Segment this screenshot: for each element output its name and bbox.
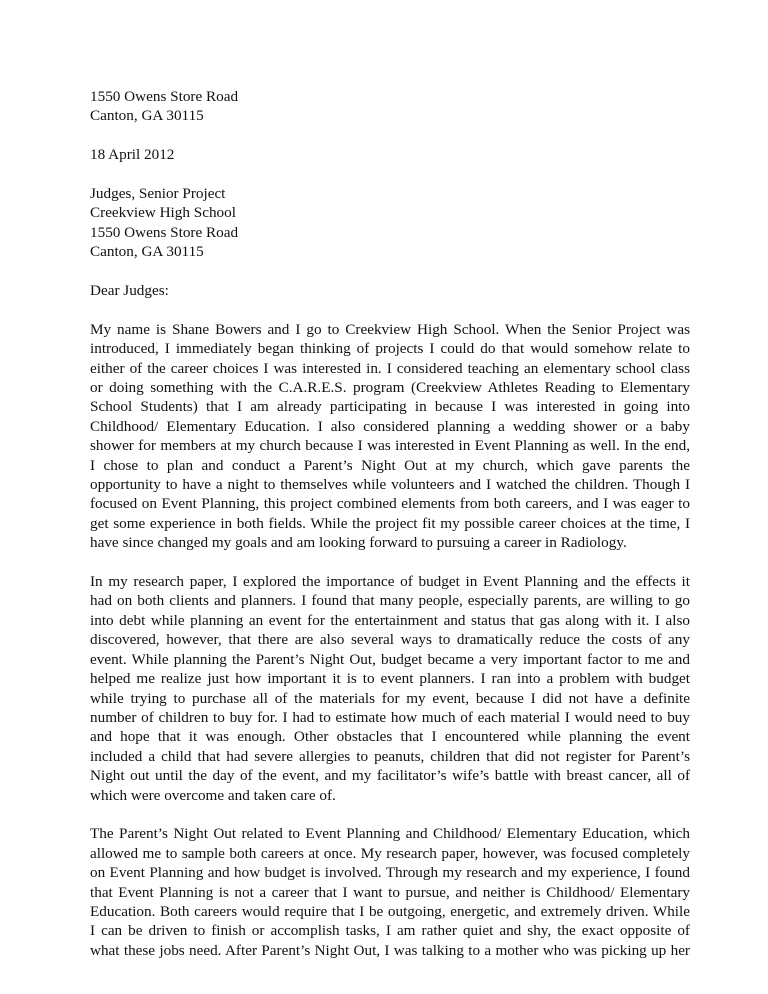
paragraph-line: Night out until the day of the event, and my facilitator’s wife’s battle with breast cancer, all of	[90, 767, 690, 785]
recipient-line: 1550 Owens Store Road	[90, 223, 239, 241]
paragraph-line: event. While planning the Parent’s Night Out, budget became a very important factor to me and	[90, 650, 690, 668]
paragraph-line: Childhood/ Elementary Education. I also considered planning a wedding shower or a baby	[90, 417, 690, 435]
paragraph-line: In my research paper, I explored the importance of budget in Event Planning and the effects it	[90, 573, 690, 591]
paragraph-line: into debt while planning an event for the entertainment and status that gas along with it. I also	[90, 611, 690, 629]
paragraph-line: what these jobs need. After Parent’s Night Out, I was talking to a mother who was picking up her	[90, 941, 690, 959]
paragraph-line: that Event Planning is not a career that I want to pursue, and neither is Childhood/ Elementary	[90, 883, 690, 901]
letter-body	[90, 87, 690, 980]
paragraph-line: helped me realize just how important it is to event planners. I ran into a problem with budget	[90, 670, 690, 688]
paragraph-line: focused on Event Planning, this project combined elements from both careers, and I was eager to	[90, 495, 690, 513]
paragraph-line: number of children to buy for. I had to estimate how much of each material I would need to buy	[90, 708, 690, 726]
paragraph-line: had on both clients and planners. I found that many people, especially parents, are willing to go	[90, 592, 690, 610]
sender-address	[90, 87, 690, 126]
paragraph-3	[90, 824, 690, 960]
sender-street: 1550 Owens Store Road	[90, 88, 239, 105]
paragraph-line: I can be driven to finish or accomplish tasks, I am rather quiet and shy, the exact opposite of	[90, 922, 690, 940]
sender-city-state-zip: Canton, GA 30115	[90, 107, 204, 125]
paragraph-line: on Event Planning and how budget is involved. Through my research and my experience, I found	[90, 864, 690, 882]
paragraph-line: have since changed my goals and am looking forward to pursuing a career in Radiology.	[90, 534, 627, 552]
paragraph-line: I chose to plan and conduct a Parent’s Night Out at my church, which gave parents the	[90, 456, 690, 474]
letter-date	[90, 145, 690, 164]
paragraph-line: School Students) that I am already participating in because I was interested in going into	[90, 398, 690, 416]
paragraph-line: discovered, however, that there are also several ways to dramatically reduce the costs of any	[90, 631, 690, 649]
paragraph-line: while trying to purchase all of the materials for my event, because I did not have a definite	[90, 689, 690, 707]
paragraph-2	[90, 572, 690, 805]
recipient-address	[90, 184, 690, 262]
paragraph-line: included a child that had severe allergies to peanuts, children that did not register for Parent’s	[90, 747, 690, 765]
date-text: 18 April 2012	[90, 146, 175, 164]
paragraph-line: get some experience in both fields. While the project fit my possible career choices at the time, I	[90, 514, 690, 532]
salutation	[90, 281, 690, 300]
paragraph-line: or doing something with the C.A.R.E.S. program (Creekview Athletes Reading to Elementary	[90, 379, 690, 397]
paragraph-line: which were overcome and taken care of.	[90, 786, 336, 804]
paragraph-line: The Parent’s Night Out related to Event Planning and Childhood/ Elementary Education, which	[90, 825, 690, 843]
paragraph-line: opportunity to have a night to themselves while volunteers and I watched the children. Though I	[90, 476, 690, 494]
paragraph-line: and hope that it was enough. Other obstacles that I encountered while planning the event	[90, 728, 690, 746]
paragraph-1	[90, 320, 690, 553]
recipient-line: Judges, Senior Project	[90, 185, 226, 202]
paragraph-line: allowed me to sample both careers at once. My research paper, however, was focused completely	[90, 844, 690, 862]
paragraph-line: shower for members at my church because I was interested in Event Planning as well. In the end,	[90, 437, 690, 455]
paragraph-line: Education. Both careers would require that I be outgoing, energetic, and extremely driven. While	[90, 902, 690, 920]
recipient-line: Creekview High School	[90, 204, 236, 222]
paragraph-line: My name is Shane Bowers and I go to Creekview High School. When the Senior Project was	[90, 320, 690, 338]
recipient-line: Canton, GA 30115	[90, 243, 204, 261]
salutation-text: Dear Judges:	[90, 282, 169, 300]
paragraph-line: introduced, I immediately began thinking of projects I could do that would somehow relate to	[90, 340, 690, 358]
paragraph-line: either of the career choices I was interested in. I considered teaching an elementary school class	[90, 359, 690, 377]
